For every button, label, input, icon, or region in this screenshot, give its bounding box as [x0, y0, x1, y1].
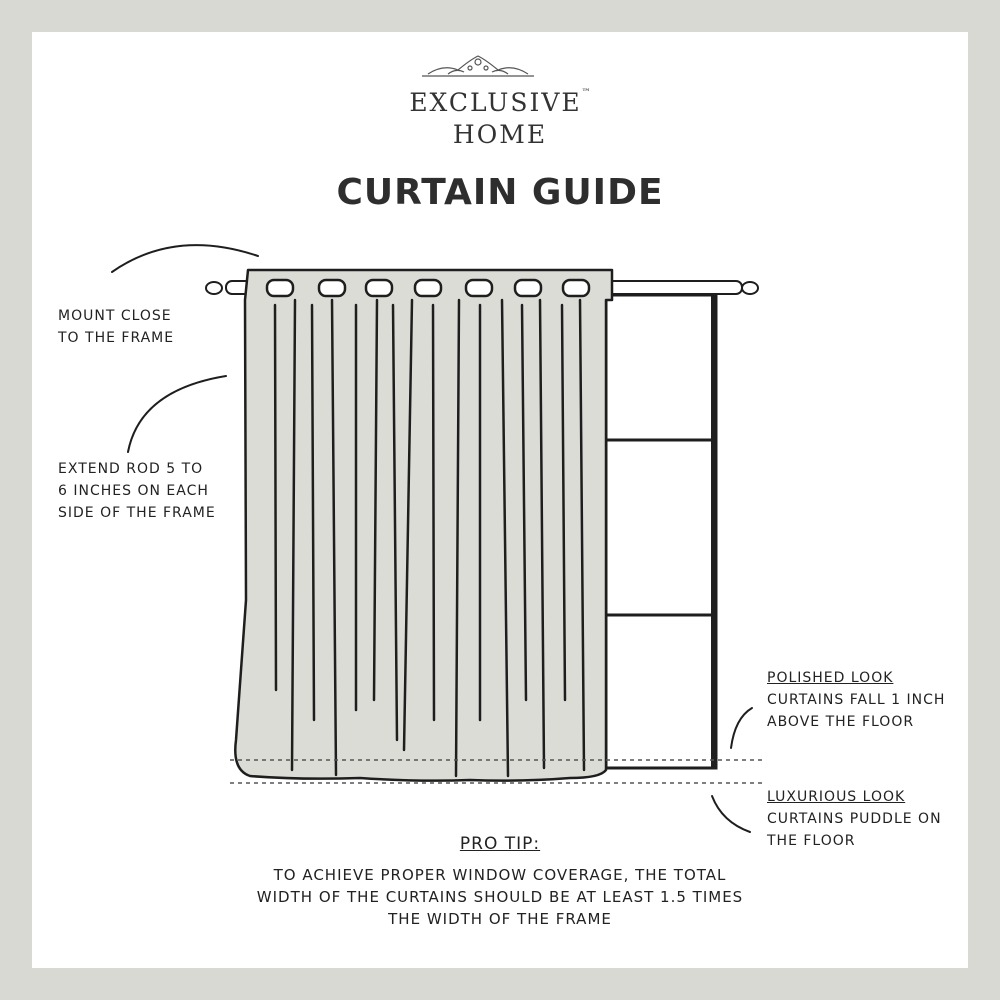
brand-name: EXCLUSIVE™	[409, 88, 591, 117]
note-line: THE FLOOR	[767, 833, 856, 849]
luxurious-look-heading: LUXURIOUS LOOK	[767, 789, 906, 805]
pro-tip-line: THE WIDTH OF THE FRAME	[388, 910, 612, 928]
pro-tip-label: PRO TIP:	[459, 834, 541, 854]
page-title: CURTAIN GUIDE	[336, 172, 664, 213]
pro-tip-text	[0, 864, 1000, 930]
note-line: CURTAINS PUDDLE ON	[767, 811, 942, 827]
note-line: TO THE FRAME	[58, 330, 175, 346]
pro-tip-line: WIDTH OF THE CURTAINS SHOULD BE AT LEAST 1.5 TIMES	[256, 888, 744, 906]
luxurious-pointer-arc	[712, 796, 750, 832]
curtain-panel-icon	[235, 270, 612, 781]
polished-pointer-arc	[731, 708, 752, 748]
note-line: MOUNT CLOSE	[58, 308, 172, 324]
note-line: CURTAINS FALL 1 INCH	[767, 692, 946, 708]
polished-look-heading: POLISHED LOOK	[767, 670, 894, 686]
extend-pointer-arc	[128, 376, 226, 452]
floral-scroll-ornament-icon	[418, 52, 538, 80]
brand-name-line2: HOME	[452, 120, 548, 149]
polished-look-note	[767, 667, 945, 733]
pro-tip-line: TO ACHIEVE PROPER WINDOW COVERAGE, THE TOTAL	[273, 866, 727, 884]
window-frame-icon	[606, 295, 716, 768]
note-line: 6 INCHES ON EACH	[58, 483, 209, 499]
note-line: SIDE OF THE FRAME	[58, 505, 216, 521]
extend-rod-note	[58, 458, 216, 524]
note-line: ABOVE THE FLOOR	[767, 714, 915, 730]
note-line: EXTEND ROD 5 TO	[58, 461, 204, 477]
mount-pointer-arc	[112, 245, 258, 272]
mount-note	[58, 305, 174, 349]
